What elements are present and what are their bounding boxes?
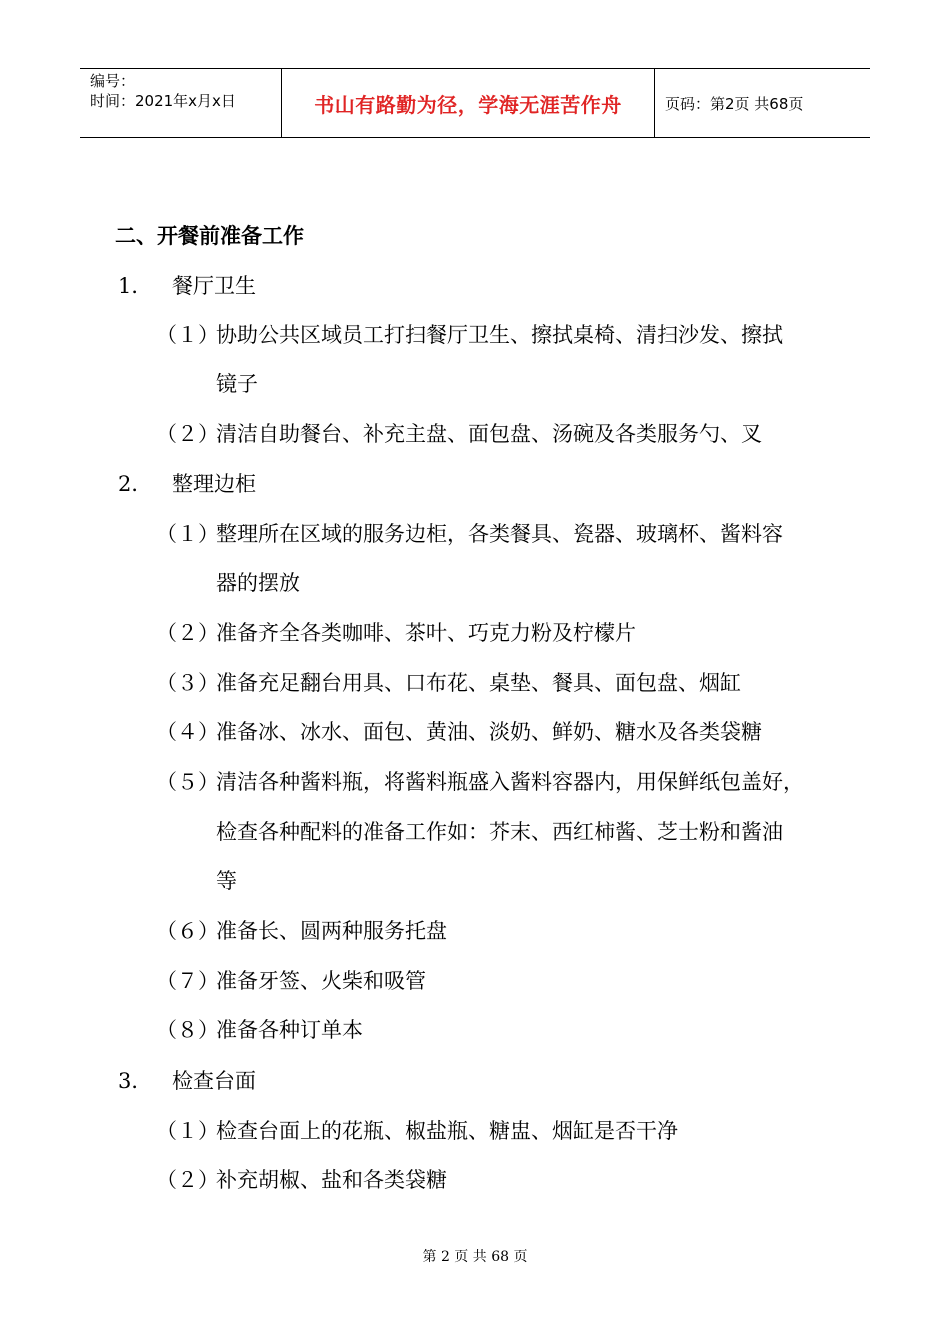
sub-item-number: （１） xyxy=(156,323,219,347)
header-meta xyxy=(80,69,282,137)
item-number: 2． xyxy=(118,472,153,496)
sub-item-number: （１） xyxy=(156,1119,219,1143)
header-motto: 书山有路勤为径，学海无涯苦作舟 xyxy=(282,69,655,137)
sub-item-continuation: 等 xyxy=(216,869,237,893)
time-label: 时间：2021年x月x日 xyxy=(90,92,236,110)
sub-item-number: （４） xyxy=(156,720,219,744)
sub-item-text: 整理所在区域的服务边柜，各类餐具、瓷器、玻璃杯、酱料容 xyxy=(216,522,783,546)
sub-item-text: 清洁各种酱料瓶，将酱料瓶盛入酱料容器内，用保鲜纸包盖好， xyxy=(216,770,804,794)
sub-item-number: （５） xyxy=(156,770,219,794)
page-footer: 第 2 页 共 68 页 xyxy=(422,1249,528,1265)
item-title: 整理边柜 xyxy=(172,472,256,496)
item-number: 1． xyxy=(118,274,153,298)
sub-item-number: （８） xyxy=(156,1018,219,1042)
sub-item-number: （２） xyxy=(156,621,219,645)
sub-item-text: 准备齐全各类咖啡、茶叶、巧克力粉及柠檬片 xyxy=(216,621,636,645)
sub-item-text: 检查台面上的花瓶、椒盐瓶、糖盅、烟缸是否干净 xyxy=(216,1119,678,1143)
sub-item-continuation: 镜子 xyxy=(216,372,258,396)
sub-item-text: 准备长、圆两种服务托盘 xyxy=(216,919,447,943)
sub-item-number: （２） xyxy=(156,422,219,446)
sub-item-number: （１） xyxy=(156,522,219,546)
sub-item-text: 清洁自助餐台、补充主盘、面包盘、汤碗及各类服务勺、叉 xyxy=(216,422,762,446)
item-title: 餐厅卫生 xyxy=(172,274,256,298)
item-title: 检查台面 xyxy=(172,1069,256,1093)
header-page-info: 页码：第2页 共68页 xyxy=(665,94,804,113)
number-label: 编号： xyxy=(90,72,136,90)
sub-item-text: 准备充足翻台用具、口布花、桌垫、餐具、面包盘、烟缸 xyxy=(216,671,741,695)
item-number: 3． xyxy=(118,1069,153,1093)
section-title: 二、开餐前准备工作 xyxy=(115,224,304,248)
sub-item-text: 准备牙签、火柴和吸管 xyxy=(216,969,426,993)
sub-item-continuation: 检查各种配料的准备工作如：芥末、西红柿酱、芝士粉和酱油 xyxy=(216,820,783,844)
sub-item-text: 准备冰、冰水、面包、黄油、淡奶、鲜奶、糖水及各类袋糖 xyxy=(216,720,762,744)
sub-item-continuation: 器的摆放 xyxy=(216,571,300,595)
sub-item-text: 协助公共区域员工打扫餐厅卫生、擦拭桌椅、清扫沙发、擦拭 xyxy=(216,323,783,347)
sub-item-number: （２） xyxy=(156,1168,219,1192)
document-header xyxy=(80,68,870,138)
sub-item-number: （７） xyxy=(156,969,219,993)
sub-item-number: （６） xyxy=(156,919,219,943)
sub-item-text: 准备各种订单本 xyxy=(216,1018,363,1042)
sub-item-number: （３） xyxy=(156,671,219,695)
sub-item-text: 补充胡椒、盐和各类袋糖 xyxy=(216,1168,447,1192)
